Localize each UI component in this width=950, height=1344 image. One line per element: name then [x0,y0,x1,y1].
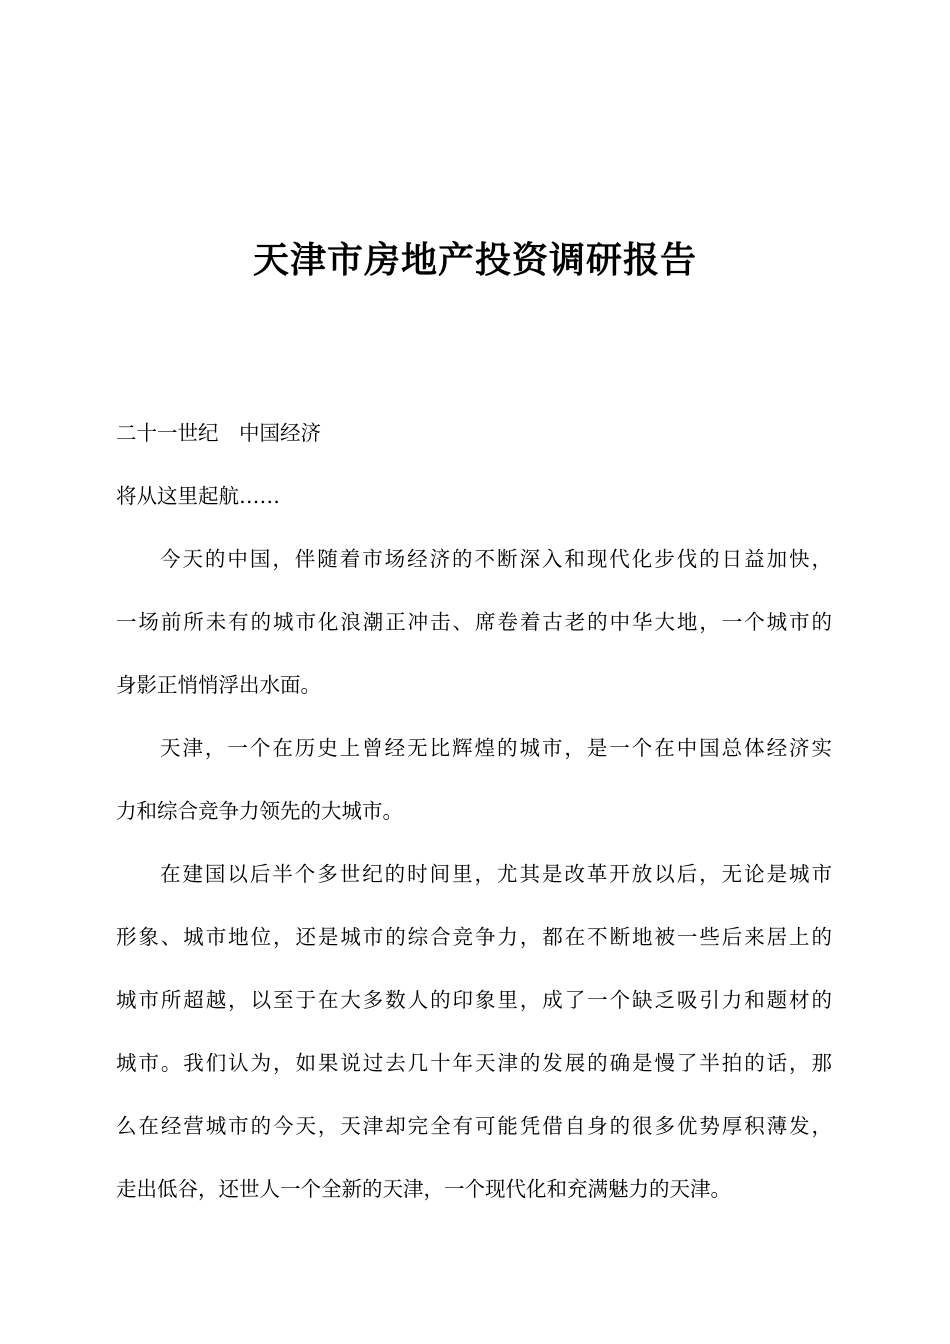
document-body [116,412,832,1231]
text-line: 城市所超越，以至于在大多数人的印象里，成了一个缺乏吸引力和题材的 [116,988,832,1012]
paragraph-first-line: 在建国以后半个多世纪的时间里，尤其是改革开放以后，无论是城市 [160,862,832,886]
paragraph-first-line: 天津，一个在历史上曾经无比辉煌的城市，是一个在中国总体经济实 [160,736,832,760]
text-line: 形象、城市地位，还是城市的综合竞争力，都在不断地被一些后来居上的 [116,925,832,949]
text-line: 一场前所未有的城市化浪潮正冲击、席卷着古老的中华大地，一个城市的 [116,610,832,634]
text-line: 走出低谷，还世人一个全新的天津，一个现代化和充满魅力的天津。 [116,1177,731,1201]
text-line: 身影正悄悄浮出水面。 [116,673,321,697]
document-title: 天津市房地产投资调研报告 [252,239,697,281]
text-line: 力和综合竞争力领先的大城市。 [116,799,403,823]
text-line: 将从这里起航…… [116,484,280,508]
text-line: 么在经营城市的今天，天津却完全有可能凭借自身的很多优势厚积薄发， [116,1114,832,1138]
text-line: 城市。我们认为，如果说过去几十年天津的发展的确是慢了半拍的话，那 [116,1051,832,1075]
text-line: 二十一世纪 中国经济 [116,421,321,445]
paragraph-first-line: 今天的中国，伴随着市场经济的不断深入和现代化步伐的日益加快， [160,547,832,571]
